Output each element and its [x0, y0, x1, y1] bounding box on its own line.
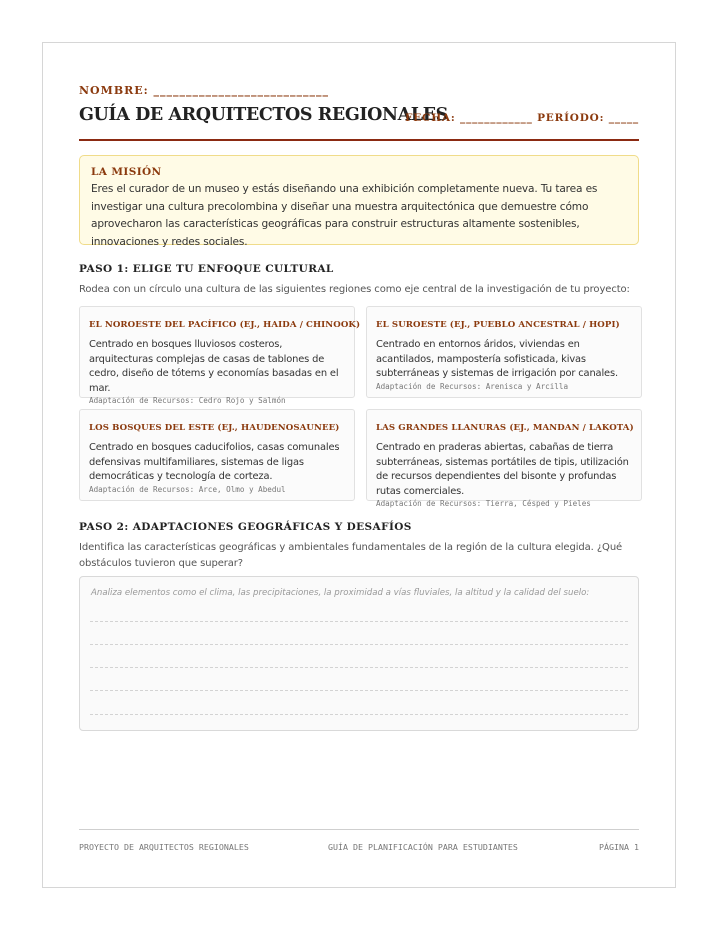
- culture-card-southwest[interactable]: [366, 306, 642, 398]
- answer-line: [90, 644, 628, 645]
- page-content: [79, 43, 639, 887]
- card-text: Centrado en bosques lluviosos costeros, arquitecturas complejas de casas de tablones de cedro, diseño de tótems y economías basadas en el mar.: [89, 339, 339, 394]
- answer-line: [90, 621, 628, 622]
- step2-description: Identifica las características geográficas y ambientales fundamentales de la región de la cultura elegida. ¿Qué obstáculos tuvieron que superar?: [79, 542, 623, 569]
- page-footer: [79, 829, 639, 850]
- card-text: Centrado en entornos áridos, viviendas en acantilados, mampostería sofisticada, kivas subterráneas y sistemas de irrigación por canales.: [376, 339, 618, 379]
- date-period-fields: FECHA: ____________ PERÍODO: _____: [405, 112, 639, 124]
- title-row: [79, 105, 639, 141]
- name-field-label: NOMBRE: ___________________________: [79, 84, 330, 97]
- mission-title: LA MISIÓN: [91, 166, 162, 178]
- card-title: EL NOROESTE DEL PACÍFICO (EJ., HAIDA / CHINOOK): [89, 320, 361, 330]
- card-resource-note: Adaptación de Recursos: Cedro Rojo y Salmón: [89, 396, 286, 405]
- card-text: Centrado en bosques caducifolios, casas comunales defensivas multifamiliares, sistemas de ligas democráticas y tecnología de corteza.: [89, 442, 340, 482]
- worksheet-page: [42, 42, 676, 888]
- answer-line: [90, 667, 628, 668]
- card-text: Centrado en praderas abiertas, cabañas de tierra subterráneas, sistemas portátiles de tipis, utilización de recursos dependientes del bisonte y profundas rutas comerciales.: [376, 442, 629, 497]
- card-resource-note: Adaptación de Recursos: Arce, Olmo y Abedul: [89, 484, 286, 494]
- card-title: LAS GRANDES LLANURAS (EJ., MANDAN / LAKOTA): [376, 423, 634, 433]
- page-title: GUÍA DE ARQUITECTOS REGIONALES: [79, 105, 448, 125]
- card-resource-note: Adaptación de Recursos: Tierra, Césped y Pieles: [376, 499, 591, 508]
- answer-prompt: Analiza elementos como el clima, las precipitaciones, la proximidad a vías fluviales, la altitud y la calidad del suelo:: [91, 588, 590, 598]
- culture-card-great-plains[interactable]: [366, 409, 642, 508]
- answer-area[interactable]: [79, 576, 639, 731]
- card-title: EL SUROESTE (EJ., PUEBLO ANCESTRAL / HOPI): [376, 320, 620, 330]
- step1-description: Rodea con un círculo una cultura de las siguientes regiones como eje central de la investigación de tu proyecto:: [79, 284, 630, 295]
- step1-title: PASO 1: ELIGE TU ENFOQUE CULTURAL: [79, 263, 334, 275]
- culture-card-northwest[interactable]: [79, 306, 361, 405]
- culture-card-eastern-woodlands[interactable]: [79, 409, 355, 501]
- card-resource-note: Adaptación de Recursos: Arenisca y Arcilla: [376, 381, 569, 391]
- card-title: LOS BOSQUES DEL ESTE (EJ., HAUDENOSAUNEE): [89, 423, 340, 433]
- footer-page-number: PÁGINA 1: [599, 842, 639, 852]
- footer-guide-name: GUÍA DE PLANIFICACIÓN PARA ESTUDIANTES: [328, 842, 518, 852]
- answer-line: [90, 714, 628, 715]
- step2-title: PASO 2: ADAPTACIONES GEOGRÁFICAS Y DESAFÍOS: [79, 521, 412, 533]
- mission-box: [79, 155, 639, 248]
- answer-line: [90, 690, 628, 691]
- mission-text: Eres el curador de un museo y estás diseñando una exhibición completamente nueva. Tu tarea es investigar una cultura precolombina y diseñar una muestra arquitectónica que demuestre cómo aprovecharon las características geográficas para construir estructuras altamente sostenibles, innovaciones y redes sociales.: [91, 183, 598, 248]
- footer-project-name: PROYECTO DE ARQUITECTOS REGIONALES: [79, 842, 249, 852]
